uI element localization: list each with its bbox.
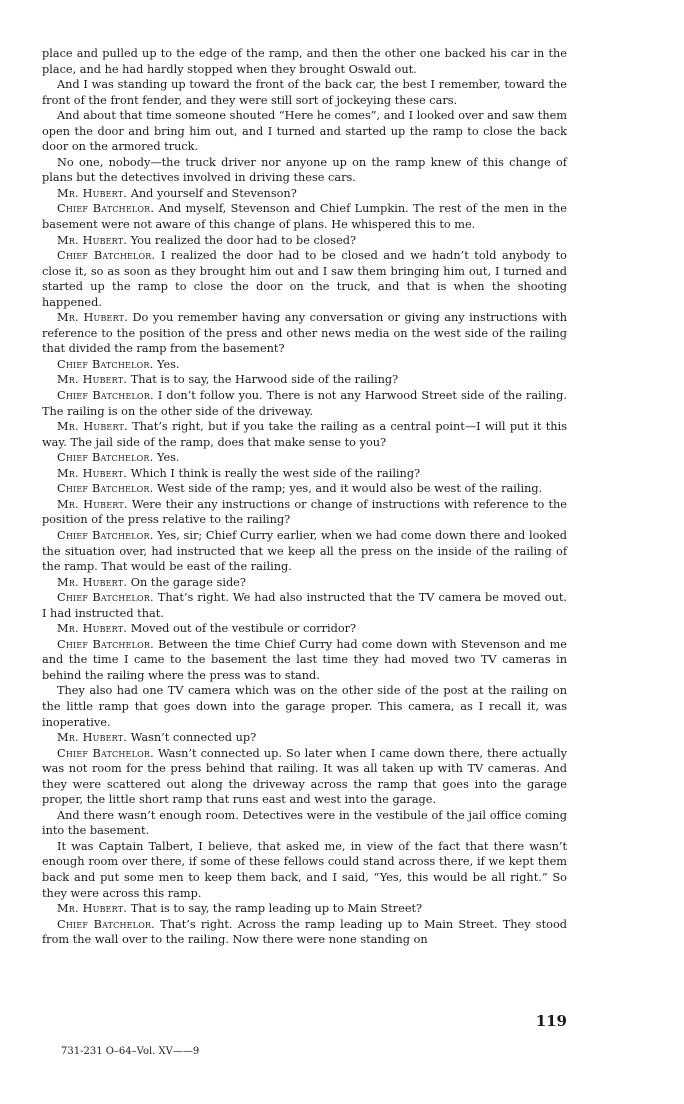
paragraph-text: I don’t follow you. There is not any Harwood Street side of the railing. The railing is on the other side of the driveway.: [42, 389, 567, 418]
transcript-paragraph: [42, 637, 567, 684]
paragraph-text: Wasn’t connected up?: [130, 731, 257, 745]
speaker-name: Chief Batchelor.: [57, 357, 154, 371]
transcript-paragraph: [42, 528, 567, 575]
transcript-paragraph: [42, 808, 567, 839]
transcript-paragraph: [42, 450, 567, 466]
speaker-name: Chief Batchelor.: [57, 451, 154, 465]
paragraph-text: That’s right. We had also instructed that the TV camera be moved out. I had instructed that.: [42, 591, 567, 620]
transcript-paragraph: [42, 746, 567, 808]
paragraph-text: And I was standing up toward the front of the back car, the best I remember, toward the front of the front fender, and they were still sort of jockeying these cars.: [42, 78, 567, 107]
transcript-paragraph: [42, 590, 567, 621]
transcript-paragraph: [42, 419, 567, 450]
speaker-name: Mr. Hubert.: [57, 373, 128, 387]
transcript-paragraph: [42, 357, 567, 373]
speaker-name: Mr. Hubert.: [57, 497, 128, 511]
speaker-name: Mr. Hubert.: [57, 186, 128, 200]
paragraph-text: Were their any instructions or change of instructions with reference to the position of the press relative to the railing?: [42, 497, 567, 527]
speaker-name: Mr. Hubert.: [57, 902, 128, 916]
paragraph-text: That is to say, the Harwood side of the railing?: [130, 373, 399, 387]
paragraph-text: That is to say, the ramp leading up to Main Street?: [130, 902, 423, 916]
speaker-name: Chief Batchelor.: [57, 591, 154, 605]
transcript-paragraph: [42, 839, 567, 901]
speaker-name: Chief Batchelor.: [57, 917, 155, 931]
paragraph-text: Do you remember having any conversation or giving any instructions with reference to the position of the press and other news media on the west side of the railing that divided the ramp from the basement?: [42, 311, 567, 356]
print-footer: 731-231 O–64–Vol. XV——9: [61, 1046, 200, 1057]
transcript-paragraph: [42, 46, 567, 77]
paragraph-text: I realized the door had to be closed and we hadn’t told anybody to close it, so as soon as they brought him out and I saw them bringing him out, I turned and started up the ramp to close the door on the truck, and that is when the shooting happened.: [42, 249, 567, 309]
transcript-paragraph: [42, 77, 567, 108]
paragraph-text: Wasn’t connected up. So later when I came down there, there actually was not room for the press behind that railing. It was all taken up with TV cameras. And they were scattered out along the driveway across the ramp that goes into the garage proper, the little short ramp that runs east and west into the garage.: [42, 746, 567, 807]
transcript-paragraph: [42, 372, 567, 388]
speaker-name: Mr. Hubert.: [57, 311, 128, 325]
speaker-name: Chief Batchelor.: [57, 482, 154, 496]
paragraph-text: And about that time someone shouted “Here he comes”, and I looked over and saw them open the door and bring him out, and I turned and started up the ramp to close the back door on the armored truck.: [42, 109, 567, 154]
paragraph-text: West side of the ramp; yes, and it would also be west of the railing.: [156, 482, 543, 496]
transcript-paragraph: [42, 155, 567, 186]
transcript-paragraph: [42, 186, 567, 202]
speaker-name: Chief Batchelor.: [57, 637, 154, 651]
paragraph-text: And yourself and Stevenson?: [130, 186, 297, 200]
transcript-paragraph: [42, 730, 567, 746]
transcript-paragraph: [42, 575, 567, 591]
transcript-paragraph: [42, 481, 567, 497]
speaker-name: Chief Batchelor.: [57, 746, 154, 760]
transcript-paragraph: [42, 901, 567, 917]
transcript-paragraph: [42, 310, 567, 357]
speaker-name: Mr. Hubert.: [57, 420, 128, 434]
speaker-name: Mr. Hubert.: [57, 575, 128, 589]
transcript-paragraph: [42, 466, 567, 482]
speaker-name: Chief Batchelor.: [57, 249, 156, 263]
paragraph-text: It was Captain Talbert, I believe, that asked me, in view of the fact that there wasn’t enough room over there, if some of these fellows could stand across there, if we kept them back and put some men to keep them back, and I said, “Yes, this would be all right.” So they were across this ramp.: [42, 839, 567, 900]
transcript-paragraph: [42, 683, 567, 730]
transcript-paragraph: [42, 233, 567, 249]
paragraph-text: Between the time Chief Curry had come down with Stevenson and me and the time I came to the basement the last time they had moved two TV cameras in behind the railing where the press was to stand.: [42, 637, 567, 682]
paragraph-text: They also had one TV camera which was on the other side of the post at the railing on the little ramp that goes down into the garage proper. This camera, as I recall it, was inoperative.: [42, 684, 567, 729]
paragraph-text: On the garage side?: [130, 575, 246, 589]
transcript-text-block: [42, 46, 567, 948]
paragraph-text: place and pulled up to the edge of the ramp, and then the other one backed his car in the place, and he had hardly stopped when they brought Oswald out.: [42, 47, 567, 76]
speaker-name: Mr. Hubert.: [57, 233, 128, 247]
transcript-paragraph: [42, 201, 567, 232]
speaker-name: Chief Batchelor.: [57, 389, 154, 403]
page-number: 119: [535, 1012, 567, 1030]
paragraph-text: That’s right, but if you take the railing as a central point—I will put it this way. The jail side of the ramp, does that make sense to you?: [42, 420, 567, 449]
paragraph-text: That’s right. Across the ramp leading up to Main Street. They stood from the wall over to the railing. Now there were none standing on: [42, 917, 567, 947]
speaker-name: Mr. Hubert.: [57, 622, 128, 636]
paragraph-text: Yes.: [156, 357, 180, 371]
transcript-paragraph: [42, 108, 567, 155]
paragraph-text: And there wasn’t enough room. Detectives were in the vestibule of the jail office coming into the basement.: [42, 808, 567, 838]
transcript-paragraph: [42, 917, 567, 948]
paragraph-text: Yes.: [156, 451, 180, 465]
paragraph-text: Yes, sir; Chief Curry earlier, when we had come down there and looked the situation over, had instructed that we keep all the press on the inside of the railing of the ramp. That would be east of the railing.: [42, 528, 567, 574]
paragraph-text: And myself, Stevenson and Chief Lumpkin. The rest of the men in the basement were not aware of this change of plans. He whispered this to me.: [42, 202, 567, 232]
speaker-name: Mr. Hubert.: [57, 466, 128, 480]
paragraph-text: Which I think is really the west side of the railing?: [130, 466, 421, 480]
paragraph-text: You realized the door had to be closed?: [130, 233, 357, 247]
transcript-paragraph: [42, 497, 567, 528]
paragraph-text: Moved out of the vestibule or corridor?: [130, 622, 357, 636]
paragraph-text: No one, nobody—the truck driver nor anyone up on the ramp knew of this change of plans but the detectives involved in driving these cars.: [42, 155, 567, 185]
speaker-name: Chief Batchelor.: [57, 528, 154, 542]
transcript-paragraph: [42, 248, 567, 310]
speaker-name: Chief Batchelor.: [57, 202, 155, 216]
speaker-name: Mr. Hubert.: [57, 731, 128, 745]
transcript-paragraph: [42, 388, 567, 419]
transcript-paragraph: [42, 621, 567, 637]
